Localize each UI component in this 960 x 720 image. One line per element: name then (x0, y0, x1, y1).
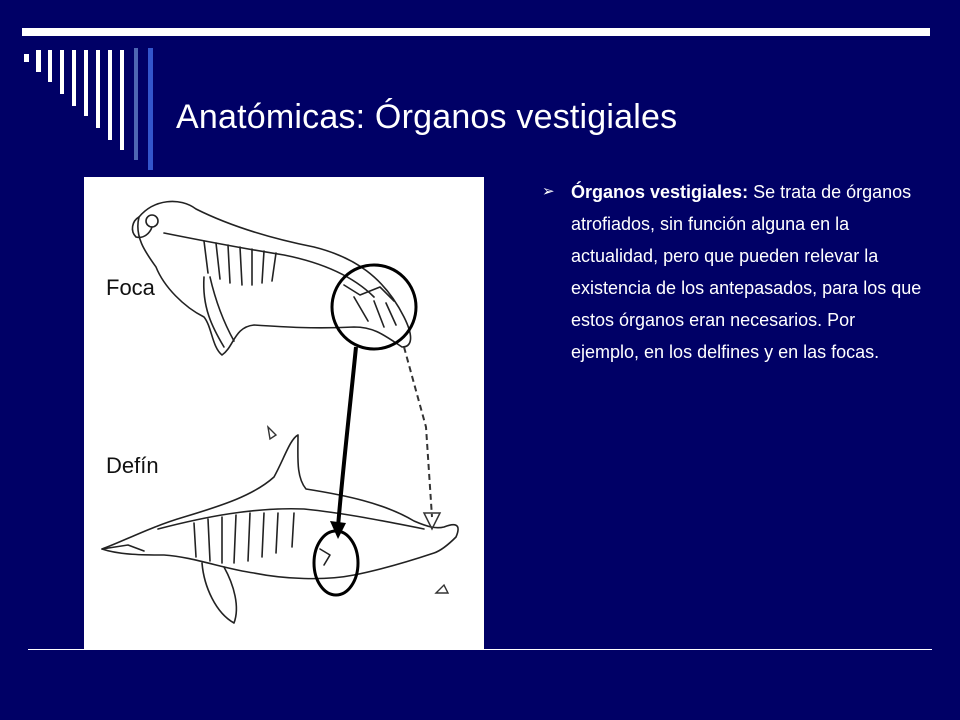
skeleton-figure (84, 177, 484, 649)
dolphin-label: Defín (106, 453, 159, 478)
top-rule (22, 28, 930, 36)
seal-dolphin-skeleton-drawing (84, 177, 484, 649)
small-outline-arrow (268, 427, 276, 439)
solid-arrow (338, 347, 356, 527)
decorative-stripes (24, 44, 164, 174)
bullet-item (542, 176, 926, 368)
dolphin-highlight-circle (314, 531, 358, 595)
arrowhead-bullet-icon: ➢ (542, 183, 555, 200)
slide-title: Anatómicas: Órganos vestigiales (176, 98, 678, 136)
small-outline-arrow (436, 585, 448, 593)
bullet-term: Órganos vestigiales: (571, 182, 749, 202)
seal-label: Foca (106, 275, 155, 300)
bottom-rule (28, 649, 932, 650)
seal-drawing (132, 201, 410, 355)
bullet-paragraph (571, 176, 926, 368)
bullet-body: Se trata de órganos atrofiados, sin función alguna en la actualidad, pero que pueden relevar la existencia de los antepasados, para los que estos órganos eran necesarios. Por ejemplo, en los delfines y en las focas. (571, 182, 922, 362)
dashed-arrow (404, 347, 432, 517)
